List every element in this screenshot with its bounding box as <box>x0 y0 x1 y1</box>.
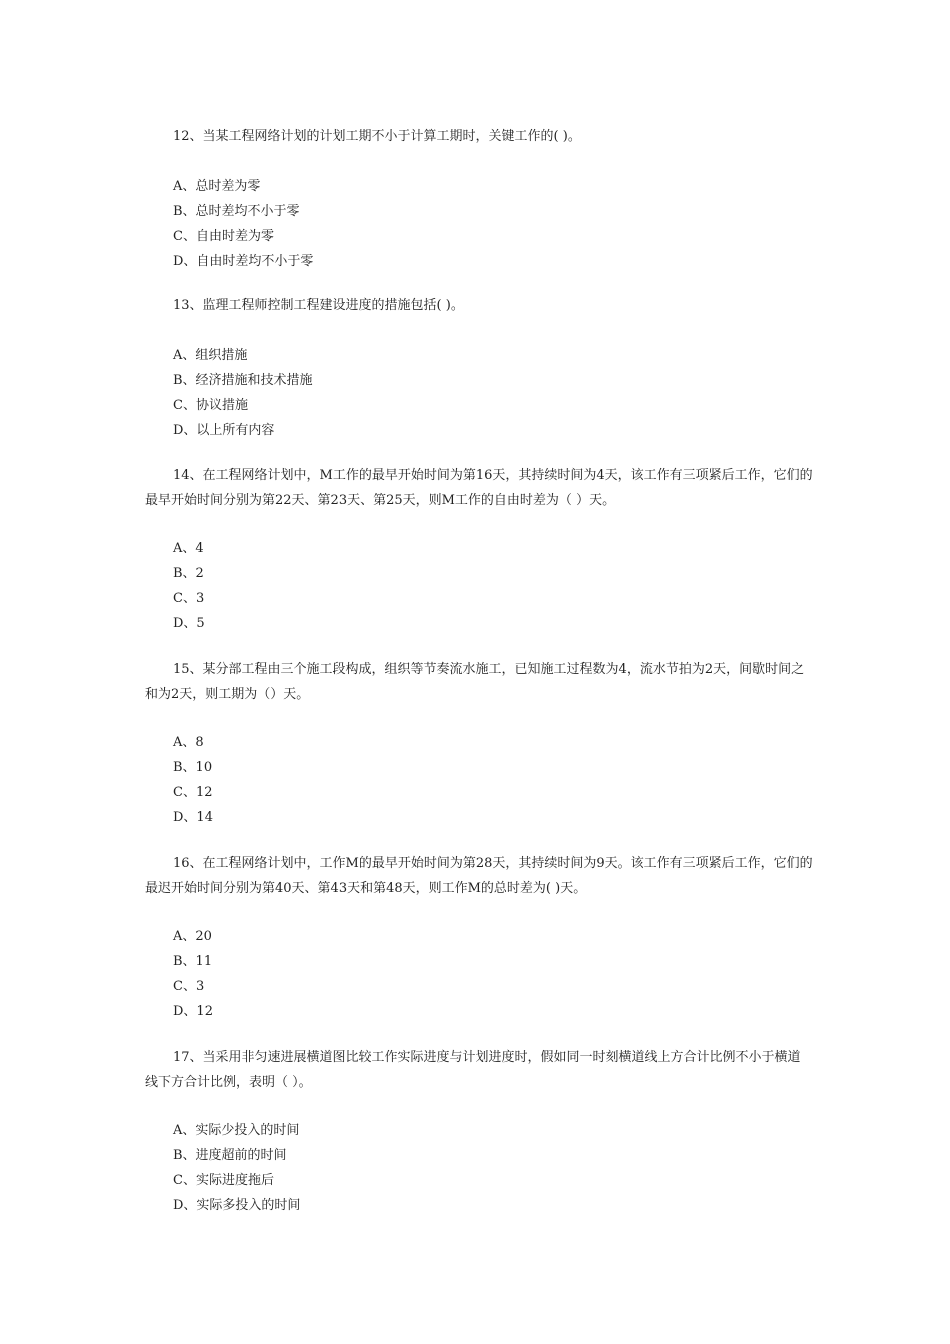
option-list <box>145 1118 813 1218</box>
question-stem: 13、监理工程师控制工程建设进度的措施包括( )。 <box>173 298 464 313</box>
option-b: B、进度超前的时间 <box>173 1148 287 1163</box>
option-d: D、12 <box>173 1004 213 1019</box>
question-stem: 15、某分部工程由三个施工段构成，组织等节奏流水施工，已知施工过程数为4，流水节拍为2天，间歇时间之和为2天，则工期为（）天。 <box>145 662 805 702</box>
option-a: A、4 <box>173 541 204 556</box>
option-d: D、14 <box>173 810 213 825</box>
option-c: C、实际进度拖后 <box>173 1173 274 1188</box>
question-17 <box>145 1045 813 1218</box>
option-b: B、10 <box>173 760 213 775</box>
option-c: C、3 <box>173 979 205 994</box>
option-list <box>145 730 813 830</box>
question-15 <box>145 657 813 830</box>
question-stem: 16、在工程网络计划中，工作M的最早开始时间为第28天，其持续时间为9天。该工作有三项紧后工作，它们的最迟开始时间分别为第40天、第43天和第48天，则工作M的总时差为( )天。 <box>145 856 813 896</box>
option-list <box>145 174 813 274</box>
question-stem: 12、当某工程网络计划的计划工期不小于计算工期时，关键工作的( )。 <box>173 129 581 144</box>
question-stem: 17、当采用非匀速进展横道图比较工作实际进度与计划进度时，假如同一时刻横道线上方合计比例不小于横道线下方合计比例，表明（ ）。 <box>145 1050 801 1090</box>
option-d: D、自由时差均不小于零 <box>173 254 314 269</box>
option-b: B、2 <box>173 566 204 581</box>
option-a: A、总时差为零 <box>173 179 261 194</box>
option-a: A、组织措施 <box>173 348 248 363</box>
option-d: D、实际多投入的时间 <box>173 1198 301 1213</box>
question-13 <box>145 293 813 443</box>
option-a: A、实际少投入的时间 <box>173 1123 300 1138</box>
option-c: C、12 <box>173 785 213 800</box>
question-14 <box>145 463 813 636</box>
option-list <box>145 536 813 636</box>
option-d: D、以上所有内容 <box>173 423 275 438</box>
option-c: C、协议措施 <box>173 398 248 413</box>
option-a: A、20 <box>173 929 212 944</box>
question-12 <box>145 124 813 274</box>
option-a: A、8 <box>173 735 204 750</box>
option-d: D、5 <box>173 616 205 631</box>
option-list <box>145 343 813 443</box>
question-16 <box>145 851 813 1024</box>
option-c: C、自由时差为零 <box>173 229 274 244</box>
option-c: C、3 <box>173 591 205 606</box>
question-stem: 14、在工程网络计划中，M工作的最早开始时间为第16天，其持续时间为4天，该工作有三项紧后工作，它们的最早开始时间分别为第22天、第23天、第25天，则M工作的自由时差为（ ）天。 <box>145 468 813 508</box>
option-b: B、总时差均不小于零 <box>173 204 300 219</box>
option-b: B、经济措施和技术措施 <box>173 373 313 388</box>
option-list <box>145 924 813 1024</box>
option-b: B、11 <box>173 954 213 969</box>
